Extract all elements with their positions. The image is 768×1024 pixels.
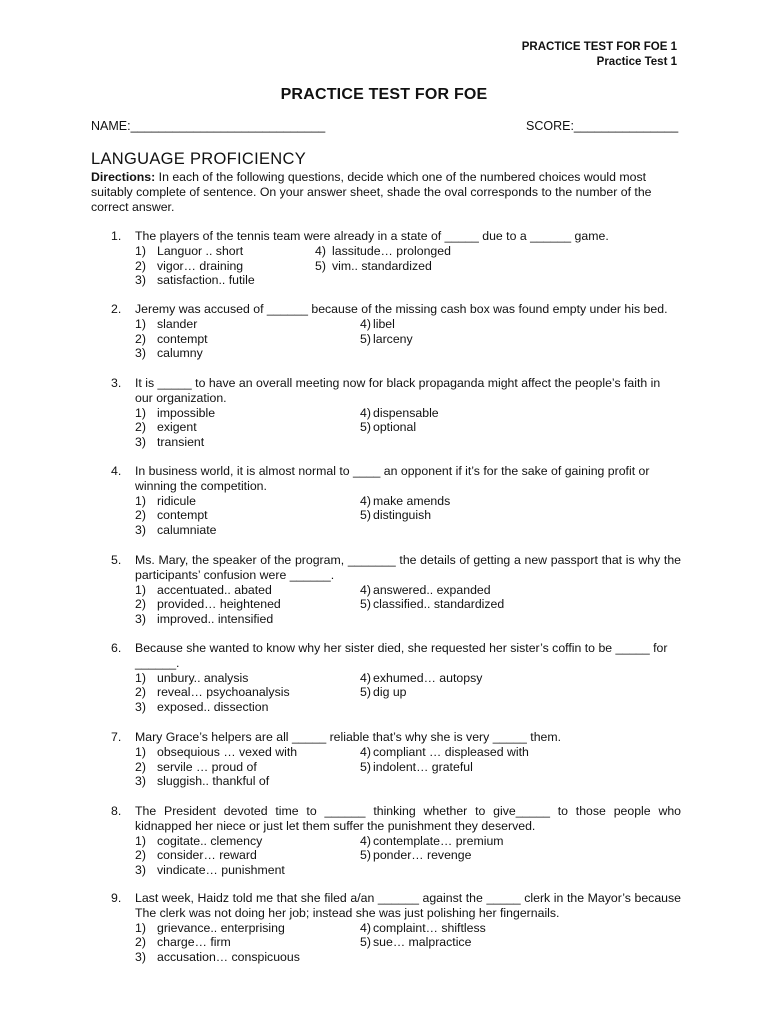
- question-number: 8.: [111, 804, 122, 818]
- choices: [135, 921, 681, 965]
- choices: [135, 494, 681, 538]
- question-number: 2.: [111, 302, 122, 316]
- choice-text: calumny: [157, 346, 203, 361]
- choice-text: reveal… psychoanalysis: [157, 685, 290, 700]
- choice-row: [135, 523, 681, 538]
- score-field[interactable]: SCORE:_______________: [526, 119, 679, 133]
- choice-text: compliant … displeased with: [373, 744, 529, 759]
- choice-row: [135, 259, 681, 274]
- choice-row: [135, 700, 681, 715]
- choice-row: [135, 508, 681, 523]
- choice-text: calumniate: [157, 523, 217, 538]
- choice-text: transient: [157, 435, 205, 450]
- name-field[interactable]: NAME:____________________________: [91, 119, 326, 133]
- question-number: 6.: [111, 641, 122, 655]
- choice-number: 3): [135, 523, 146, 538]
- choice-text: vim.. standardized: [332, 258, 432, 273]
- choice-text: charge… firm: [157, 935, 231, 950]
- choices: [135, 671, 681, 715]
- choice-row: [135, 950, 681, 965]
- choice-number: 5): [360, 685, 371, 700]
- choice-text: indolent… grateful: [373, 759, 473, 774]
- choice-text: exhumed… autopsy: [373, 670, 483, 685]
- choice-text: grievance.. enterprising: [157, 920, 285, 935]
- choice-number: 1): [135, 493, 146, 508]
- directions-text: In each of the following questions, decide which one of the numbered choices would most suitably complete of sentence. On your answer sheet, shade the oval corresponds to the number of the correct answer.: [91, 170, 652, 214]
- choice-text: vindicate… punishment: [157, 863, 285, 878]
- choice-number: 4): [360, 316, 371, 331]
- choice-row: [135, 406, 681, 421]
- question-3: [91, 376, 681, 450]
- choice-number: 4): [360, 920, 371, 935]
- choice-number: 3): [135, 612, 146, 627]
- choice-row: [135, 921, 681, 936]
- choice-text: accusation… conspicuous: [157, 950, 300, 965]
- choices: [135, 583, 681, 627]
- choices: [135, 745, 681, 789]
- choice-text: obsequious … vexed with: [157, 744, 298, 759]
- choice-number: 2): [135, 331, 146, 346]
- choice-number: 2): [135, 597, 146, 612]
- question-text: The President devoted time to ______ thinking whether to give_____ to those people who kidnapped her niece or just let them suffer the punishment they deserved.: [135, 804, 681, 833]
- choice-number: 3): [135, 774, 146, 789]
- choice-number: 1): [135, 670, 146, 685]
- directions: [91, 170, 681, 215]
- choice-row: [135, 935, 681, 950]
- choice-number: 5): [360, 935, 371, 950]
- choice-row: [135, 597, 681, 612]
- choice-text: Languor .. short: [157, 243, 244, 258]
- choice-text: larceny: [373, 331, 413, 346]
- choice-text: impossible: [157, 405, 216, 420]
- choice-number: 4): [360, 405, 371, 420]
- question-number: 5.: [111, 553, 122, 567]
- choice-row: [135, 317, 681, 332]
- question-6: [91, 641, 681, 715]
- question-text: The players of the tennis team were already in a state of _____ due to a ______ game.: [135, 229, 609, 243]
- choice-number: 2): [135, 508, 146, 523]
- choice-row: [135, 273, 681, 288]
- choice-row: [135, 612, 681, 627]
- choice-number: 2): [135, 759, 146, 774]
- choice-number: 4): [360, 833, 371, 848]
- choice-number: 5): [315, 258, 326, 273]
- choice-number: 1): [135, 243, 146, 258]
- choice-text: consider… reward: [157, 848, 257, 863]
- question-text: Last week, Haidz told me that she filed a/an ______ against the _____ clerk in the Mayor’s because The clerk was not doing her job; instead she was just polishing her fingernails.: [135, 891, 681, 920]
- choice-row: [135, 760, 681, 775]
- choice-number: 5): [360, 331, 371, 346]
- choice-row: [135, 685, 681, 700]
- choice-text: satisfaction.. futile: [157, 273, 255, 288]
- choice-text: contempt: [157, 508, 208, 523]
- choice-number: 2): [135, 935, 146, 950]
- choice-number: 3): [135, 346, 146, 361]
- question-text: Ms. Mary, the speaker of the program, _______ the details of getting a new passport that is why the participants’ confusion were ______.: [135, 553, 681, 582]
- question-4: [91, 464, 681, 538]
- choice-number: 3): [135, 435, 146, 450]
- choice-number: 5): [360, 597, 371, 612]
- choice-number: 5): [360, 508, 371, 523]
- choices: [135, 834, 681, 878]
- choice-text: accentuated.. abated: [157, 582, 272, 597]
- choice-number: 2): [135, 848, 146, 863]
- question-number: 4.: [111, 464, 122, 478]
- choice-text: optional: [373, 420, 417, 435]
- header-test-number: Practice Test 1: [596, 56, 677, 68]
- choice-number: 1): [135, 920, 146, 935]
- choices: [135, 317, 681, 361]
- choice-text: slander: [157, 316, 198, 331]
- choice-number: 4): [360, 582, 371, 597]
- header-test-label: PRACTICE TEST FOR FOE 1: [521, 41, 677, 53]
- choice-row: [135, 332, 681, 347]
- choice-row: [135, 671, 681, 686]
- question-number: 3.: [111, 376, 122, 390]
- choice-number: 1): [135, 582, 146, 597]
- choice-row: [135, 494, 681, 509]
- question-5: [91, 553, 681, 627]
- choice-text: contempt: [157, 331, 208, 346]
- choice-number: 3): [135, 273, 146, 288]
- choice-text: contemplate… premium: [373, 833, 504, 848]
- choice-number: 5): [360, 420, 371, 435]
- question-text: Jeremy was accused of ______ because of the missing cash box was found empty under his bed.: [135, 302, 668, 316]
- choice-text: ridicule: [157, 493, 196, 508]
- choice-number: 2): [135, 420, 146, 435]
- choice-text: answered.. expanded: [373, 582, 491, 597]
- choice-number: 4): [315, 243, 326, 258]
- choice-number: 4): [360, 493, 371, 508]
- question-8: [91, 804, 681, 878]
- choice-text: sue… malpractice: [373, 935, 472, 950]
- section-title: LANGUAGE PROFICIENCY: [91, 150, 307, 168]
- choice-row: [135, 435, 681, 450]
- choice-row: [135, 244, 681, 259]
- choice-number: 5): [360, 848, 371, 863]
- choice-text: dispensable: [373, 405, 439, 420]
- choice-number: 4): [360, 744, 371, 759]
- question-number: 1.: [111, 229, 122, 243]
- question-text: Because she wanted to know why her sister died, she requested her sister’s coffin to be _____ for ______.: [135, 641, 668, 670]
- choice-text: distinguish: [373, 508, 432, 523]
- choice-number: 2): [135, 258, 146, 273]
- choice-text: complaint… shiftless: [373, 920, 486, 935]
- choice-number: 3): [135, 700, 146, 715]
- choice-number: 1): [135, 744, 146, 759]
- choice-text: classified.. standardized: [373, 597, 505, 612]
- choice-text: provided… heightened: [157, 597, 281, 612]
- question-number: 9.: [111, 891, 122, 905]
- choice-number: 1): [135, 316, 146, 331]
- choices: [135, 406, 681, 450]
- choices: [135, 244, 681, 288]
- choice-row: [135, 834, 681, 849]
- choice-row: [135, 863, 681, 878]
- choice-number: 1): [135, 405, 146, 420]
- question-text: Mary Grace’s helpers are all _____ reliable that’s why she is very _____ them.: [135, 730, 562, 744]
- question-7: [91, 730, 681, 789]
- choice-text: exigent: [157, 420, 197, 435]
- choice-number: 3): [135, 950, 146, 965]
- choice-number: 3): [135, 863, 146, 878]
- question-1: [91, 229, 681, 288]
- choice-row: [135, 346, 681, 361]
- choice-row: [135, 583, 681, 598]
- choice-text: sluggish.. thankful of: [157, 774, 270, 789]
- choice-row: [135, 848, 681, 863]
- choice-number: 4): [360, 670, 371, 685]
- choice-text: make amends: [373, 493, 451, 508]
- choice-row: [135, 774, 681, 789]
- directions-label: Directions:: [91, 170, 156, 184]
- choice-text: ponder… revenge: [373, 848, 472, 863]
- question-number: 7.: [111, 730, 122, 744]
- choice-text: dig up: [373, 685, 407, 700]
- choice-text: libel: [373, 316, 395, 331]
- choice-text: vigor… draining: [157, 258, 244, 273]
- question-text: It is _____ to have an overall meeting now for black propaganda might affect the people’s faith in our organization.: [135, 376, 661, 405]
- choice-text: servile … proud of: [157, 759, 257, 774]
- question-2: [91, 302, 681, 361]
- question-9: [91, 891, 681, 965]
- choice-text: lassitude… prolonged: [332, 243, 451, 258]
- choice-number: 1): [135, 833, 146, 848]
- choice-text: improved.. intensified: [157, 612, 274, 627]
- page-title: PRACTICE TEST FOR FOE: [280, 86, 488, 103]
- question-text: In business world, it is almost normal to ____ an opponent if it’s for the sake of gaining profit or winning the competition.: [135, 464, 650, 493]
- choice-text: cogitate.. clemency: [157, 833, 263, 848]
- choice-row: [135, 420, 681, 435]
- choice-number: 5): [360, 759, 371, 774]
- choice-text: unbury.. analysis: [157, 670, 249, 685]
- choice-number: 2): [135, 685, 146, 700]
- choice-row: [135, 745, 681, 760]
- choice-text: exposed.. dissection: [157, 700, 269, 715]
